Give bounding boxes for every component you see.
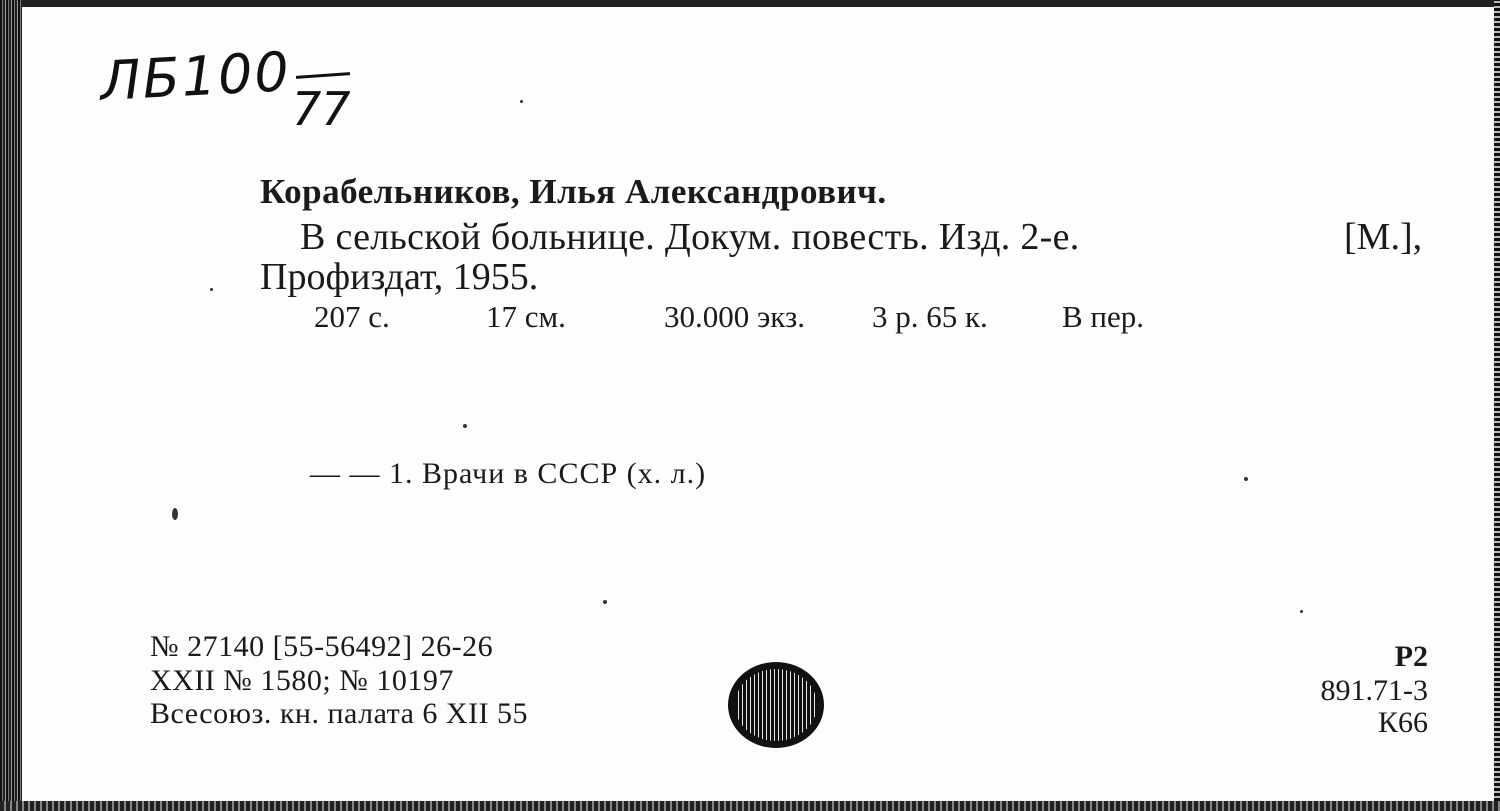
classification-index: Р2 (1394, 640, 1428, 673)
author-heading: Корабельников, Илья Александрович. (260, 172, 887, 211)
chamber-line: Всесоюз. кн. палата 6 XII 55 (150, 697, 529, 730)
card-right-edge (1494, 0, 1500, 811)
binding: В пер. (1062, 299, 1145, 334)
chronicle-line: XXII № 1580; № 10197 (150, 664, 454, 697)
price: 3 р. 65 к. (872, 299, 988, 334)
handwritten-fraction-bar (296, 72, 350, 79)
ink-speck (210, 288, 213, 291)
ink-speck (603, 600, 607, 604)
card-left-edge (0, 0, 22, 811)
ink-speck (1300, 610, 1303, 613)
subject-heading: — — 1. Врачи в СССР (х. л.) (310, 457, 707, 490)
ink-stamp (728, 662, 824, 748)
handwritten-subnumber: 77 (292, 82, 351, 136)
title-line: В сельской больнице. Докум. повесть. Изд. 2-е. (300, 216, 1080, 258)
publisher-line: Профиздат, 1955. (260, 256, 539, 298)
book-size: 17 см. (486, 299, 566, 334)
ink-speck (463, 424, 467, 428)
publication-place: [М.], (1344, 216, 1423, 258)
print-run: 30.000 экз. (664, 299, 805, 334)
ink-speck (520, 100, 523, 103)
card-bottom-edge (0, 801, 1500, 811)
handwritten-shelfmark: ЛБ100 (98, 40, 293, 113)
pages-count: 207 с. (314, 299, 390, 334)
record-number-line: № 27140 [55-56492] 26-26 (150, 630, 494, 663)
card-top-edge (0, 0, 1500, 7)
ink-speck (1244, 477, 1248, 481)
classification-code: 891.71-3 (1320, 674, 1428, 707)
author-mark: К66 (1377, 706, 1428, 739)
ink-speck (172, 508, 178, 520)
